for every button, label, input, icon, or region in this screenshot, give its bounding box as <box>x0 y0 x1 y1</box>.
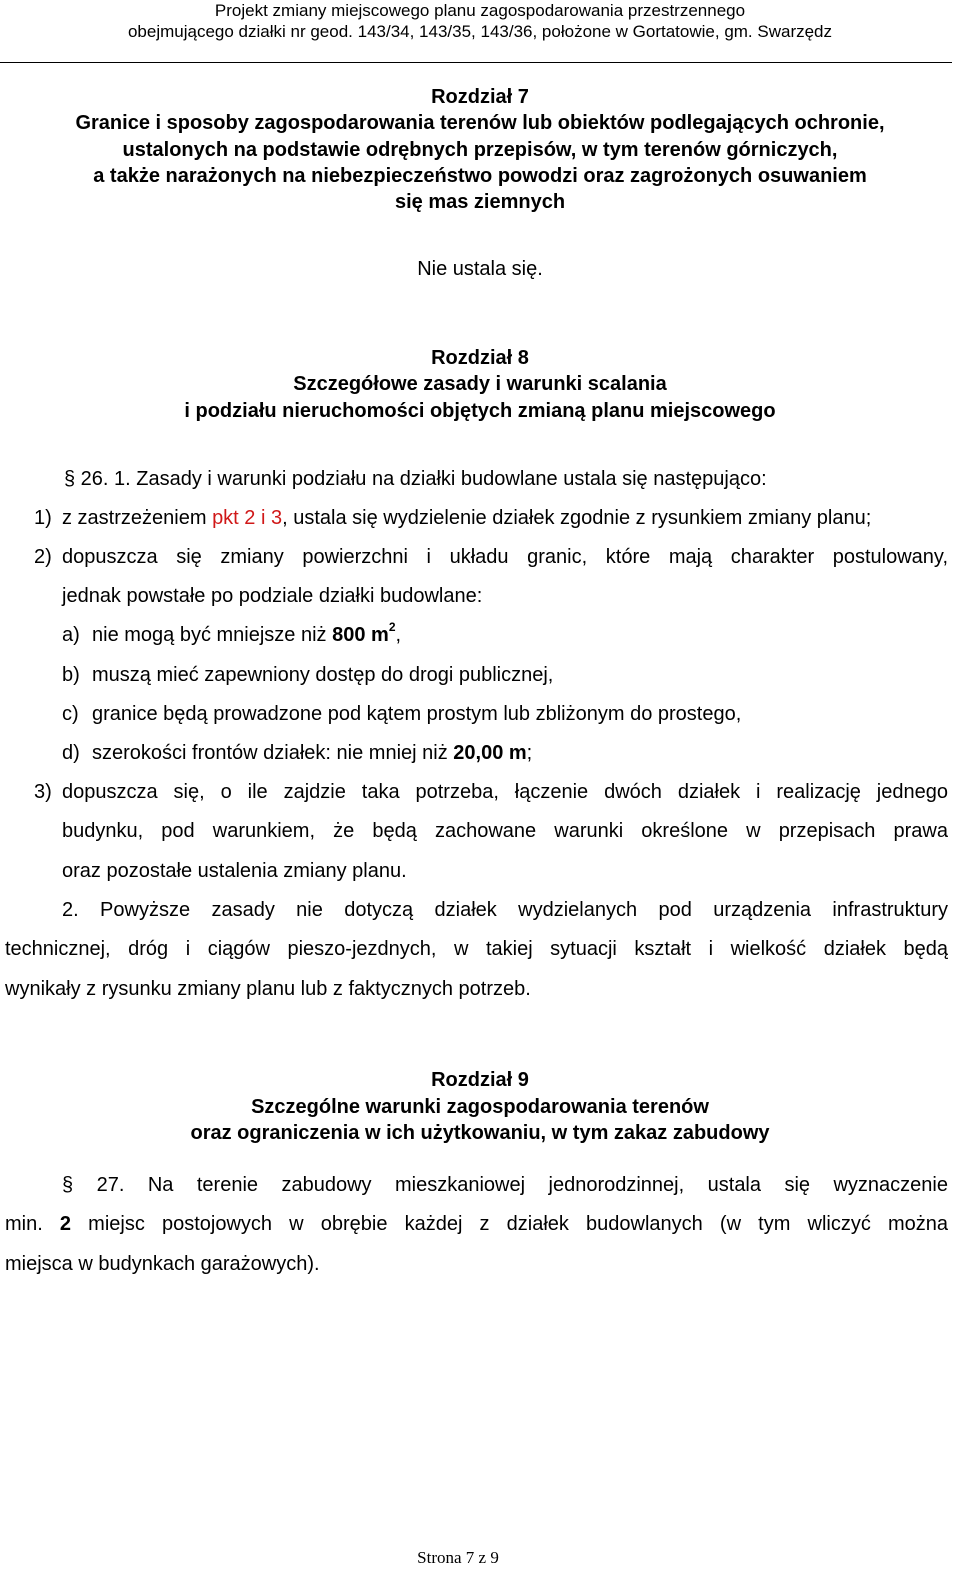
item-3-number: 3) <box>34 781 52 803</box>
item-1-text: z zastrzeżeniem pkt 2 i 3, ustala się wydzielenie działek zgodnie z rysunkiem zmiany planu; <box>62 507 872 529</box>
item-2a-label: a) <box>62 624 80 646</box>
chapter-8-subtitle-line: Szczegółowe zasady i warunki scalania <box>293 373 667 395</box>
section-27-line: min. 2 miejsc postojowych w obrębie każdej z działek budowlanych (w tym wliczyć można <box>5 1213 948 1235</box>
header-line-2: obejmującego działki nr geod. 143/34, 143/35, 143/36, położone w Gortatowie, gm. Swarzędz <box>127 22 833 41</box>
header-line-1: Projekt zmiany miejscowego planu zagospodarowania przestrzennego <box>214 1 746 20</box>
item-2c-label: c) <box>62 703 79 725</box>
chapter-9-subtitle-line: oraz ograniczenia w ich użytkowaniu, w tym zakaz zabudowy <box>190 1122 770 1144</box>
item-3-line: dopuszcza się, o ile zajdzie taka potrzeba, łączenie dwóch działek i realizację jednego <box>62 781 948 803</box>
section-26-intro: § 26. 1. Zasady i warunki podziału na działki budowlane ustala się następująco: <box>64 468 767 490</box>
item-2a-text: nie mogą być mniejsze niż 800 $m^2$, <box>92 620 402 646</box>
cross-reference-link[interactable]: pkt 2 i 3 <box>212 507 283 529</box>
chapter-7-title: Rozdział 7 <box>431 86 529 108</box>
item-2c-text: granice będą prowadzone pod kątem prostym lub zbliżonym do prostego, <box>92 703 742 725</box>
paragraph-2-line: technicznej, dróg i ciągów pieszo-jezdnych, w takiej sytuacji kształt i wielkość działek będą <box>5 938 948 960</box>
section-27-line: miejsca w budynkach garażowych). <box>5 1253 320 1275</box>
section-27-line: § 27. Na terenie zabudowy mieszkaniowej jednorodzinnej, ustala się wyznaczenie <box>62 1174 948 1196</box>
item-2-line: dopuszcza się zmiany powierzchni i układu granic, które mają charakter postulowany, <box>62 546 948 568</box>
item-2-line: jednak powstałe po podziale działki budowlane: <box>62 585 483 607</box>
paragraph-2-line: 2. Powyższe zasady nie dotyczą działek wydzielanych pod urządzenia infrastruktury <box>62 899 948 921</box>
chapter-7-body: Nie ustala się. <box>417 258 543 280</box>
item-2-number: 2) <box>34 546 52 568</box>
chapter-7-subtitle-line: Granice i sposoby zagospodarowania terenów lub obiektów podlegających ochronie, <box>75 112 885 134</box>
chapter-9-subtitle-line: Szczególne warunki zagospodarowania terenów <box>251 1096 709 1118</box>
chapter-7-subtitle-line: się mas ziemnych <box>394 191 566 213</box>
chapter-8-subtitle-line: i podziału nieruchomości objętych zmianą planu miejscowego <box>184 400 776 422</box>
item-3-line: budynku, pod warunkiem, że będą zachowane warunki określone w przepisach prawa <box>62 820 948 842</box>
chapter-7-subtitle-line: ustalonych na podstawie odrębnych przepisów, w tym terenów górniczych, <box>122 139 838 161</box>
item-1-number: 1) <box>34 507 52 529</box>
item-2d-text: szerokości frontów działek: nie mniej niż 20,00 m; <box>92 742 533 764</box>
chapter-8-title: Rozdział 8 <box>431 347 529 369</box>
item-2d-label: d) <box>62 742 80 764</box>
item-3-line: oraz pozostałe ustalenia zmiany planu. <box>62 860 407 882</box>
paragraph-2-line: wynikały z rysunku zmiany planu lub z faktycznych potrzeb. <box>5 978 531 1000</box>
item-2b-text: muszą mieć zapewniony dostęp do drogi publicznej, <box>92 664 554 686</box>
chapter-9-title: Rozdział 9 <box>431 1069 529 1091</box>
chapter-7-subtitle-line: a także narażonych na niebezpieczeństwo powodzi oraz zagrożonych osuwaniem <box>93 165 867 187</box>
item-2b-label: b) <box>62 664 80 686</box>
page-number: Strona 7 z 9 <box>417 1548 499 1567</box>
header-divider <box>0 62 952 63</box>
